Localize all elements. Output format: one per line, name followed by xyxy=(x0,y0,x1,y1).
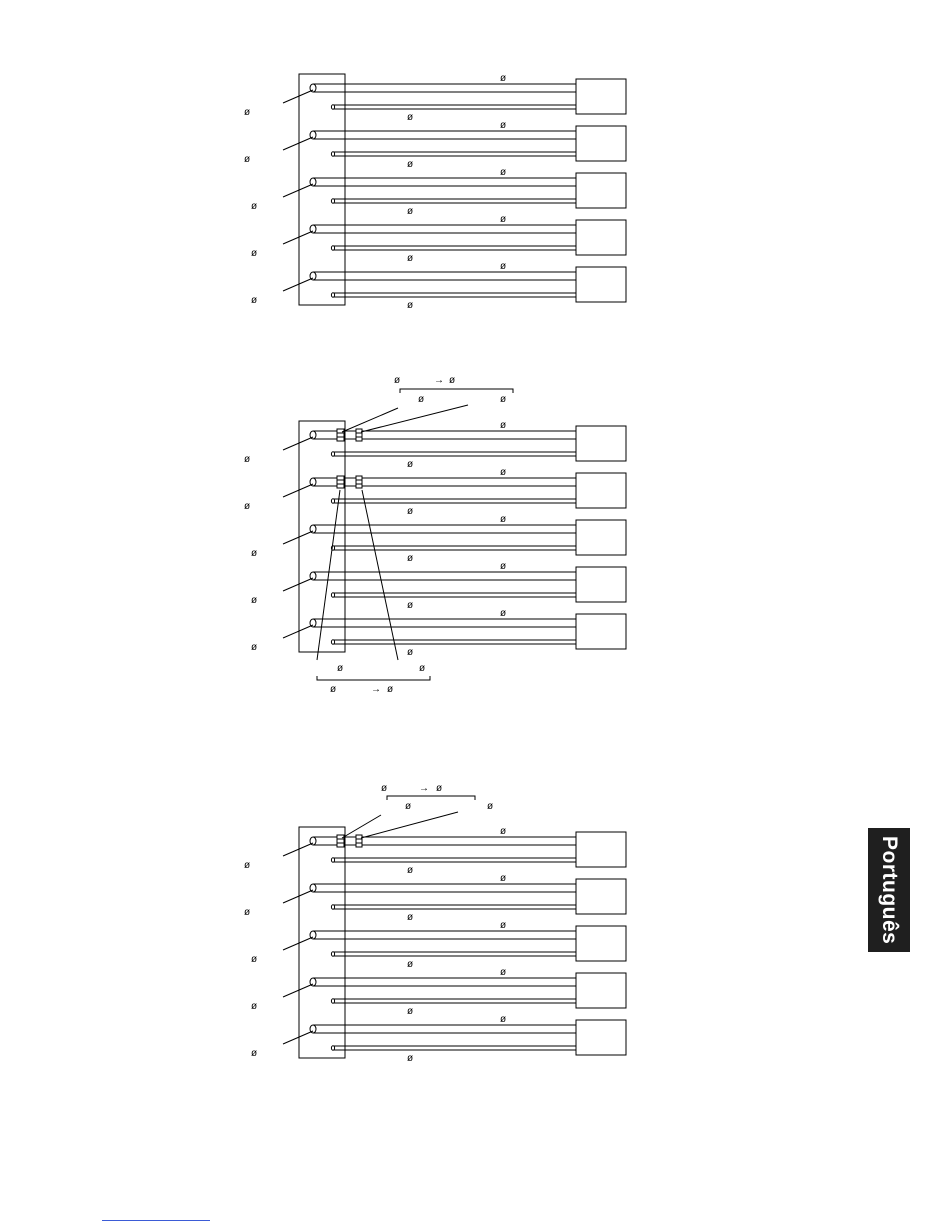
liquid-pipe-end xyxy=(331,952,334,956)
reducer-fitting xyxy=(337,429,344,441)
reducer-leader xyxy=(362,490,398,660)
reducer-fitting xyxy=(356,429,362,441)
diagram-section xyxy=(244,783,626,1064)
language-tab[interactable] xyxy=(868,828,910,952)
pipe-size-label: ø xyxy=(250,295,258,306)
liquid-pipe-size-label: ø xyxy=(406,253,414,264)
gas-pipe xyxy=(313,431,576,439)
indoor-unit xyxy=(576,973,626,1008)
indoor-unit xyxy=(576,220,626,255)
gas-pipe xyxy=(313,525,576,533)
gas-pipe xyxy=(313,131,576,139)
liquid-pipe xyxy=(333,105,576,109)
liquid-pipe-end xyxy=(331,593,334,597)
liquid-pipe-size-label: ø xyxy=(406,159,414,170)
pipe-size-label: ø xyxy=(243,860,251,871)
reducer-arrow: → xyxy=(371,684,381,695)
liquid-pipe xyxy=(333,905,576,909)
gas-pipe-size-label: ø xyxy=(499,1014,507,1025)
liquid-pipe xyxy=(333,858,576,862)
gas-pipe xyxy=(313,84,576,92)
gas-pipe-size-label: ø xyxy=(499,514,507,525)
indoor-unit xyxy=(576,832,626,867)
gas-pipe xyxy=(313,272,576,280)
pipe-size-label: ø xyxy=(250,548,258,559)
reducer-size-label: ø xyxy=(393,375,401,386)
pipe-size-label: ø xyxy=(243,501,251,512)
gas-pipe-size-label: ø xyxy=(499,73,507,84)
gas-pipe-size-label: ø xyxy=(499,167,507,178)
liquid-pipe-end xyxy=(331,293,334,297)
diagram-section xyxy=(244,73,626,311)
liquid-pipe-end xyxy=(331,152,334,156)
reducer-size-label: ø xyxy=(336,663,344,674)
liquid-pipe-size-label: ø xyxy=(406,506,414,517)
indoor-unit xyxy=(576,1020,626,1055)
liquid-pipe-end xyxy=(331,199,334,203)
liquid-pipe-size-label: ø xyxy=(406,206,414,217)
liquid-pipe-end xyxy=(331,105,334,109)
pipe-size-label: ø xyxy=(250,954,258,965)
gas-pipe-size-label: ø xyxy=(499,608,507,619)
gas-pipe xyxy=(313,837,576,845)
liquid-pipe-size-label: ø xyxy=(406,553,414,564)
pipe-size-label: ø xyxy=(243,907,251,918)
gas-pipe xyxy=(313,619,576,627)
reducer-size-label: ø xyxy=(386,684,394,695)
reducer-size-label: ø xyxy=(380,783,388,794)
reducer-arrow: → xyxy=(434,375,444,386)
liquid-pipe-end xyxy=(331,905,334,909)
liquid-pipe-size-label: ø xyxy=(406,112,414,123)
pipe-size-label: ø xyxy=(250,642,258,653)
liquid-pipe xyxy=(333,593,576,597)
liquid-pipe xyxy=(333,452,576,456)
gas-pipe xyxy=(313,225,576,233)
liquid-pipe xyxy=(333,546,576,550)
pipe-size-label: ø xyxy=(250,201,258,212)
gas-pipe xyxy=(313,884,576,892)
liquid-pipe-size-label: ø xyxy=(406,300,414,311)
liquid-pipe-size-label: ø xyxy=(406,865,414,876)
liquid-pipe-size-label: ø xyxy=(406,1006,414,1017)
pipe-size-label: ø xyxy=(243,154,251,165)
gas-pipe xyxy=(313,931,576,939)
indoor-unit xyxy=(576,426,626,461)
gas-pipe xyxy=(313,978,576,986)
gas-pipe-size-label: ø xyxy=(499,261,507,272)
reducer-leader xyxy=(361,405,468,432)
reducer-size-label: ø xyxy=(448,375,456,386)
gas-pipe-size-label: ø xyxy=(499,826,507,837)
language-tab-label: Português xyxy=(878,835,901,945)
gas-pipe-size-label: ø xyxy=(499,920,507,931)
liquid-pipe-size-label: ø xyxy=(406,647,414,658)
reducer-size-label: ø xyxy=(417,394,425,405)
liquid-pipe-end xyxy=(331,999,334,1003)
gas-pipe xyxy=(313,1025,576,1033)
liquid-pipe-end xyxy=(331,499,334,503)
indoor-unit xyxy=(576,567,626,602)
gas-pipe-size-label: ø xyxy=(499,120,507,131)
reducer-leader xyxy=(361,812,458,838)
reducer-size-label: ø xyxy=(404,801,412,812)
diagram-section xyxy=(244,375,626,695)
liquid-pipe-end xyxy=(331,1046,334,1050)
liquid-pipe-size-label: ø xyxy=(406,600,414,611)
pipe-size-label: ø xyxy=(250,1048,258,1059)
reducer-bracket xyxy=(400,389,513,393)
liquid-pipe-end xyxy=(331,452,334,456)
gas-pipe xyxy=(313,478,576,486)
gas-pipe-size-label: ø xyxy=(499,467,507,478)
reducer-fitting xyxy=(356,476,362,488)
indoor-unit xyxy=(576,926,626,961)
liquid-pipe xyxy=(333,199,576,203)
indoor-unit xyxy=(576,267,626,302)
liquid-pipe xyxy=(333,293,576,297)
gas-pipe-size-label: ø xyxy=(499,561,507,572)
gas-pipe xyxy=(313,178,576,186)
reducer-size-label: ø xyxy=(329,684,337,695)
reducer-bracket xyxy=(317,676,430,680)
liquid-pipe xyxy=(333,152,576,156)
gas-pipe-size-label: ø xyxy=(499,873,507,884)
liquid-pipe-size-label: ø xyxy=(406,459,414,470)
pipe-size-label: ø xyxy=(250,595,258,606)
pipe-size-label: ø xyxy=(250,248,258,259)
gas-pipe xyxy=(313,572,576,580)
reducer-arrow: → xyxy=(419,783,429,794)
indoor-unit xyxy=(576,879,626,914)
liquid-pipe-size-label: ø xyxy=(406,912,414,923)
gas-pipe-size-label: ø xyxy=(499,967,507,978)
indoor-unit xyxy=(576,126,626,161)
pipe-size-label: ø xyxy=(250,1001,258,1012)
liquid-pipe xyxy=(333,640,576,644)
gas-pipe-size-label: ø xyxy=(499,214,507,225)
liquid-pipe-size-label: ø xyxy=(406,1053,414,1064)
liquid-pipe xyxy=(333,999,576,1003)
indoor-unit xyxy=(576,473,626,508)
reducer-leader xyxy=(342,408,398,432)
reducer-size-label: ø xyxy=(435,783,443,794)
reducer-size-label: ø xyxy=(418,663,426,674)
liquid-pipe-size-label: ø xyxy=(406,959,414,970)
reducer-callout-top xyxy=(342,783,493,838)
gas-pipe-size-label: ø xyxy=(499,420,507,431)
reducer-size-label: ø xyxy=(499,394,507,405)
pipe-size-label: ø xyxy=(243,107,251,118)
reducer-fitting xyxy=(337,476,344,488)
reducer-size-label: ø xyxy=(486,801,494,812)
liquid-pipe xyxy=(333,499,576,503)
reducer-bracket xyxy=(387,796,475,800)
liquid-pipe-end xyxy=(331,640,334,644)
indoor-unit xyxy=(576,173,626,208)
indoor-unit xyxy=(576,614,626,649)
pipe-size-label: ø xyxy=(243,454,251,465)
reducer-fitting xyxy=(337,835,344,847)
liquid-pipe-end xyxy=(331,246,334,250)
liquid-pipe xyxy=(333,952,576,956)
liquid-pipe xyxy=(333,1046,576,1050)
liquid-pipe xyxy=(333,246,576,250)
liquid-pipe-end xyxy=(331,858,334,862)
indoor-unit xyxy=(576,79,626,114)
reducer-callout-top xyxy=(342,375,513,432)
footer-rule xyxy=(102,1220,210,1221)
reducer-fitting xyxy=(356,835,362,847)
indoor-unit xyxy=(576,520,626,555)
